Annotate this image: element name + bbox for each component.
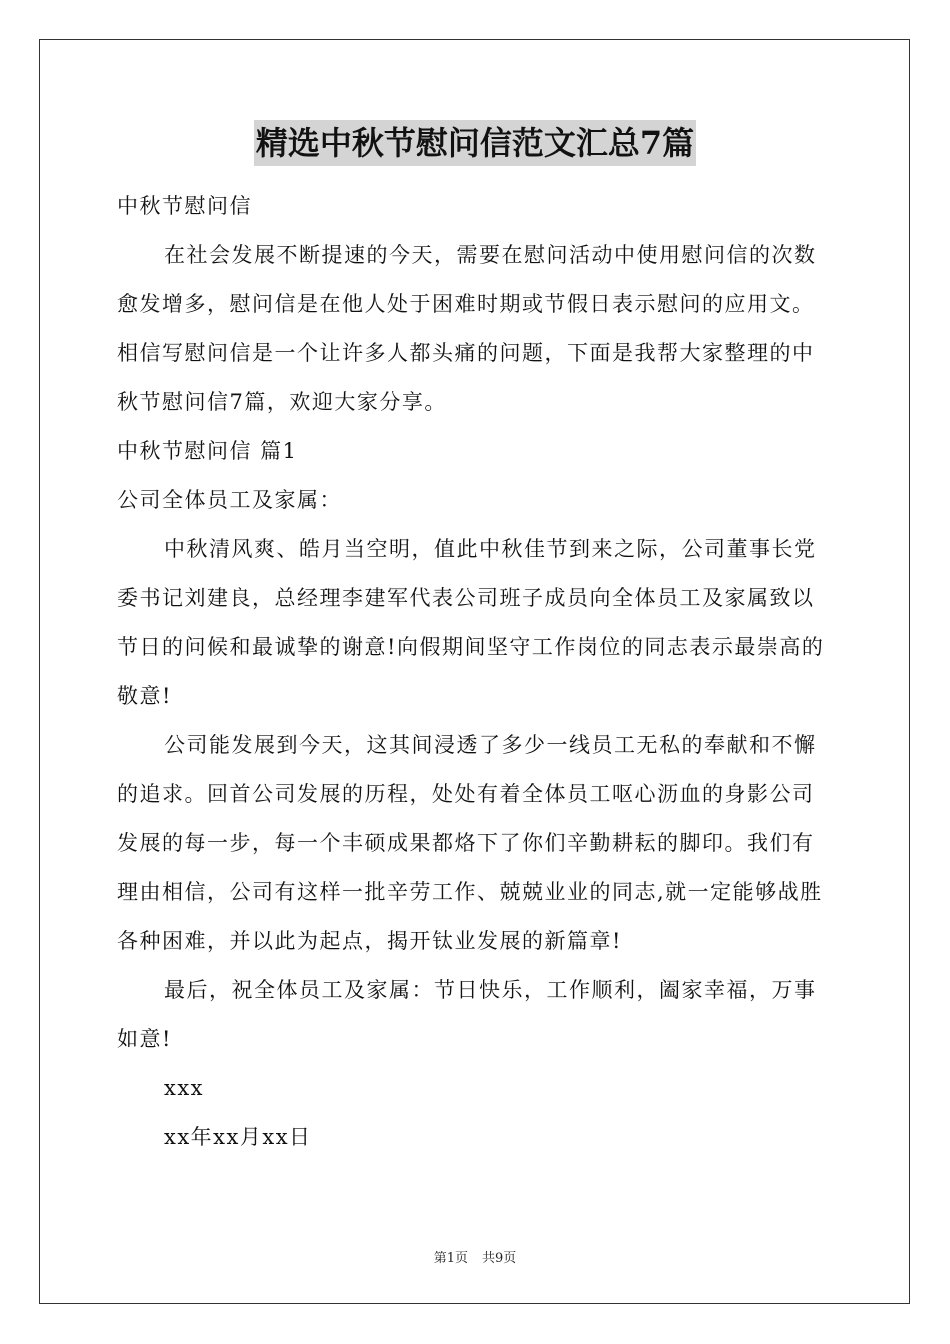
signature: xxx [164, 1076, 205, 1100]
subheading: 中秋节慰问信 [117, 194, 252, 218]
intro-paragraph: 在社会发展不断提速的今天，需要在慰问活动中使用慰问信的次数愈发增多，慰问信是在他人处于困难时期或节假日表示慰问的应用文。相信写慰问信是一个让许多人都头痛的问题，下面是我帮大家整理的中秋节慰问信7篇，欢迎大家分享。 [117, 243, 817, 414]
body-paragraph-1: 中秋清风爽、皓月当空明，值此中秋佳节到来之际，公司董事长党委书记刘建良，总经理李建军代表公司班子成员向全体员工及家属致以节日的问候和最诚挚的谢意!向假期间坚守工作岗位的同志表示最崇高的敬意! [117, 537, 825, 708]
page-footer [0, 1247, 950, 1266]
page-number-total: 共9页 [482, 1251, 517, 1266]
body-paragraph-2: 公司能发展到今天，这其间浸透了多少一线员工无私的奉献和不懈的追求。回首公司发展的历程，处处有着全体员工呕心沥血的身影公司发展的每一步，每一个丰硕成果都烙下了你们辛勤耕耘的脚印。我们有理由相信，公司有这样一批辛劳工作、兢兢业业的同志,就一定能够战胜各种困难，并以此为起点，揭开钛业发展的新篇章! [117, 733, 823, 953]
document-content [117, 120, 833, 1162]
title-wrap [117, 120, 833, 174]
document-title: 精选中秋节慰问信范文汇总7篇 [254, 120, 696, 166]
section-heading: 中秋节慰问信 篇1 [117, 439, 298, 463]
salutation: 公司全体员工及家属： [117, 488, 342, 512]
page-number-current: 第1页 [433, 1251, 468, 1266]
body-paragraph-3: 最后，祝全体员工及家属：节日快乐，工作顺利，阖家幸福，万事如意! [117, 978, 817, 1051]
date: xx年xx月xx日 [164, 1125, 312, 1149]
